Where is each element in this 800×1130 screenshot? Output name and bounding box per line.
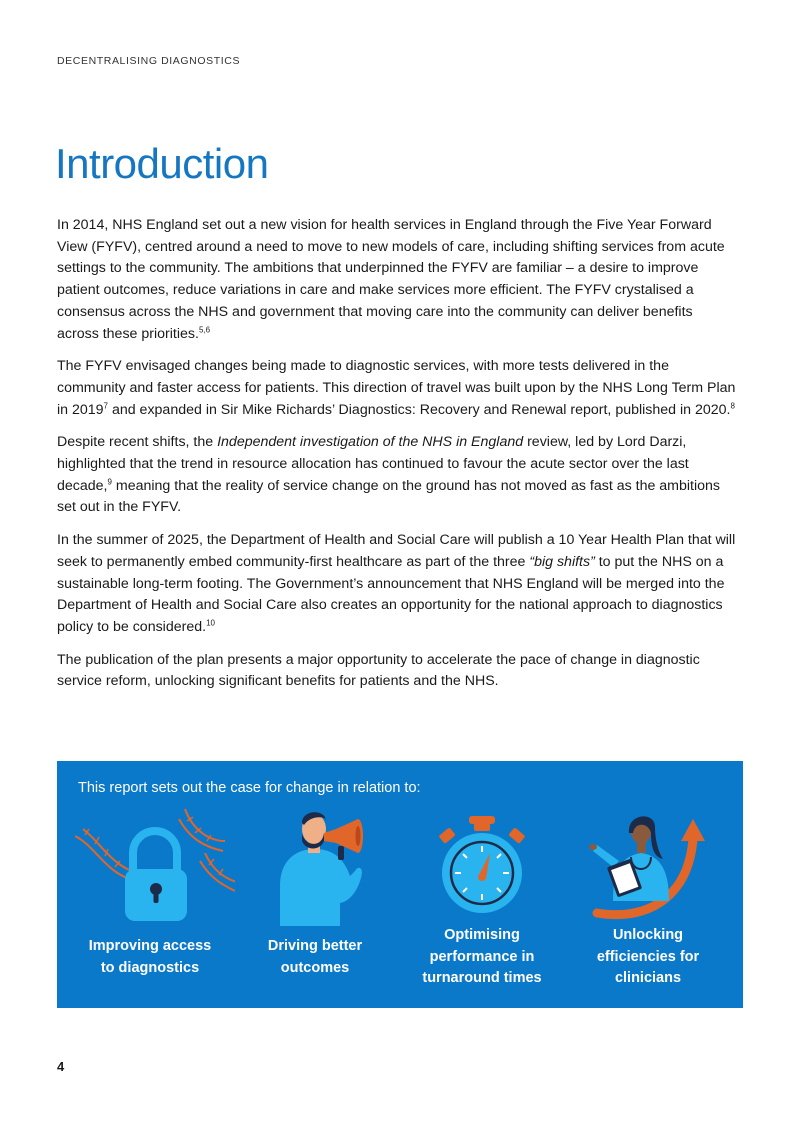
label-line: outcomes: [280, 959, 350, 976]
big-shifts-emphasis: “big shifts”: [529, 553, 595, 570]
label-line: efficiencies for: [596, 948, 700, 965]
citation: 9: [107, 477, 112, 486]
item-label: [240, 936, 390, 979]
paragraph-2: [57, 356, 737, 421]
report-title-emphasis: Independent investigation of the NHS in England: [217, 434, 524, 451]
label-line: clinicians: [614, 970, 682, 986]
label-line: Driving better: [267, 938, 363, 954]
callout-intro: This report sets out the case for change in relation to:: [78, 780, 421, 796]
paragraph-text: review, led by Lord Darzi, highlighted that the trend in resource allocation has continued to favour the acute sector over the last decade,: [57, 434, 689, 494]
page-title: Introduction: [55, 140, 269, 187]
callout-item-access: [75, 761, 225, 1008]
paragraph-4: [57, 530, 737, 639]
label-line: Improving access: [88, 938, 212, 954]
paragraph-text: Despite recent shifts, the: [57, 434, 218, 451]
label-line: turnaround times: [422, 970, 542, 986]
item-label: [407, 925, 557, 990]
case-for-change-callout: [57, 761, 743, 1008]
paragraph-text: to put the NHS on a sustainable long-term footing. The Government’s announcement that NHS England will be merged into the Department of Health and Social Care also creates an opportunity for the national approach to diagnostics policy to be considered.: [57, 553, 725, 635]
padlock-dna-icon: [75, 761, 235, 931]
paragraph-text: The publication of the plan presents a major opportunity to accelerate the pace of change in diagnostic service reform, unlocking significant benefits for patients and the NHS.: [57, 651, 700, 690]
paragraph-1: [57, 215, 737, 345]
citation: 10: [206, 618, 215, 628]
paragraph-text: and expanded in Sir Mike Richards’ Diagnostics: Recovery and Renewal report, published in 2020.: [108, 401, 731, 418]
body-text: [57, 215, 737, 704]
paragraph-5: [57, 650, 737, 693]
callout-item-outcomes: [240, 761, 390, 1008]
page-number: 4: [57, 1059, 65, 1074]
label-line: to diagnostics: [100, 959, 200, 976]
item-label: [75, 936, 225, 979]
paragraph-text: The FYFV envisaged changes being made to diagnostic services, with more tests delivered in the community and faster access for patients. This direction of travel was built upon by the NHS Long Term Plan in 2019: [57, 358, 736, 418]
item-label: [573, 925, 723, 990]
clinician-arrow-icon: [573, 761, 733, 931]
stopwatch-icon: [407, 761, 557, 931]
callout-item-efficiencies: [573, 761, 723, 1008]
paragraph-text: In 2014, NHS England set out a new vision for health services in England through the Five Year Forward View (FYFV), centred around a need to move to new models of care, including shifting services from acute settings to the community. The ambitions that underpinned the FYFV are familiar – a desire to improve patient outcomes, reduce variations in care and make services more efficient. The FYFV crystalised a consensus across the NHS and government that moving care into the community can deliver benefits across these priorities.: [57, 217, 725, 342]
paragraph-text: In the summer of 2025, the Department of Health and Social Care will publish a 10 Year Health Plan that will seek to permanently embed community-first healthcare as part of the three: [57, 532, 736, 570]
citation: 7: [103, 400, 108, 410]
callout-item-turnaround: [407, 761, 557, 1008]
megaphone-person-icon: [240, 761, 390, 931]
paragraph-3: [57, 432, 737, 519]
citation: 5,6: [198, 324, 211, 334]
label-line: Optimising: [444, 927, 520, 943]
label-line: performance in: [429, 948, 535, 965]
citation: 8: [730, 400, 735, 410]
running-header: DECENTRALISING DIAGNOSTICS: [57, 55, 241, 67]
paragraph-text: meaning that the reality of service change on the ground has not moved as fast as the ambitions set out in the FYFV.: [57, 477, 721, 516]
label-line: Unlocking: [612, 927, 684, 943]
